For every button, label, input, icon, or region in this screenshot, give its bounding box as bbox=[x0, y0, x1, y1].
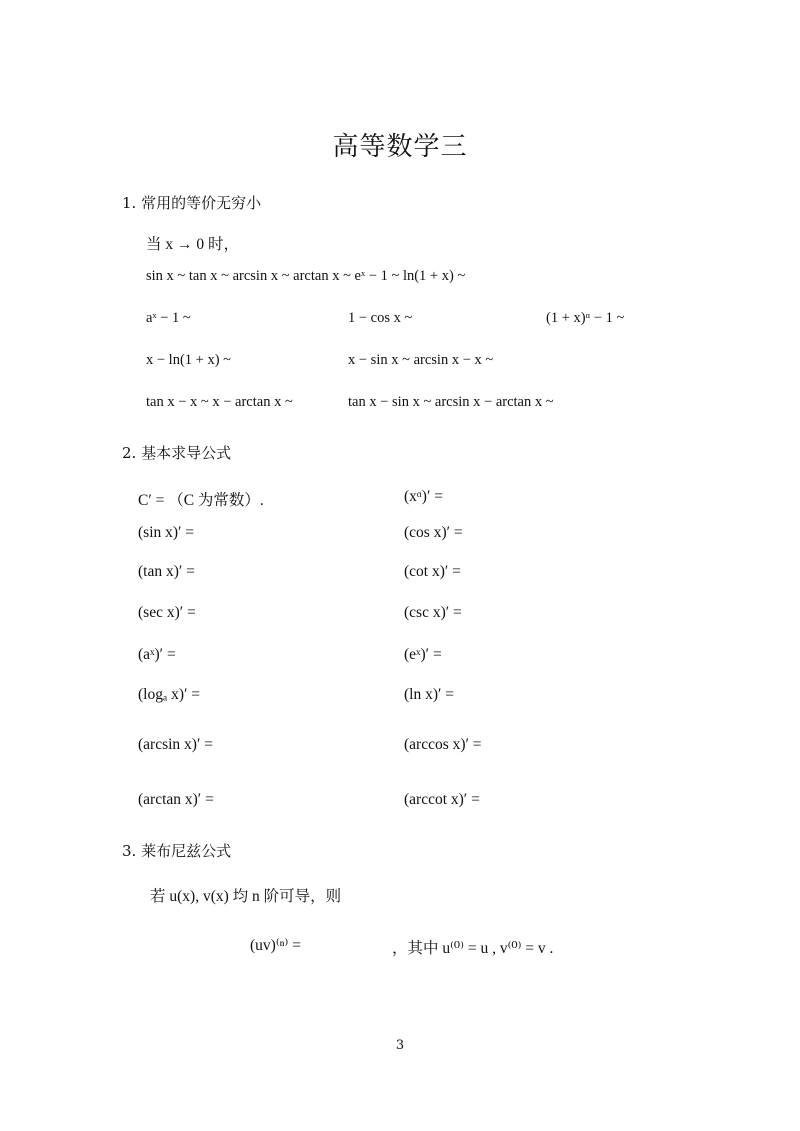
equivalence-formula: tan x − x ~ x − arctan x ~ bbox=[146, 394, 293, 410]
equivalence-formula: aˣ − 1 ~ bbox=[146, 310, 191, 326]
section2-heading: 2. 基本求导公式 bbox=[122, 444, 232, 462]
section1-chain: sin x ~ tan x ~ arcsin x ~ arctan x ~ eˣ − 1 ~ ln(1 + x) ~ bbox=[146, 268, 466, 284]
leibniz-formula-rhs: ，其中 u⁽⁰⁾ = u , v⁽⁰⁾ = v . bbox=[392, 940, 554, 957]
derivative-formula: C′ = （C 为常数）. bbox=[138, 492, 264, 509]
section1-condition: 当 x → 0 时， bbox=[146, 236, 240, 253]
derivative-formula: (arcsin x)′ = bbox=[138, 736, 213, 753]
section1-heading: 1. 常用的等价无穷小 bbox=[122, 194, 262, 212]
page-title: 高等数学三 bbox=[332, 132, 468, 162]
derivative-formula: (aˣ)′ = bbox=[138, 646, 176, 663]
page-number: 3 bbox=[395, 1038, 405, 1053]
equivalence-formula: x − ln(1 + x) ~ bbox=[146, 352, 232, 368]
derivative-formula: (ln x)′ = bbox=[404, 686, 455, 703]
derivative-formula: (cot x)′ = bbox=[404, 563, 461, 580]
equivalence-formula: tan x − sin x ~ arcsin x − arctan x ~ bbox=[348, 394, 554, 410]
derivative-formula: (sec x)′ = bbox=[138, 604, 196, 621]
equivalence-formula: 1 − cos x ~ bbox=[348, 310, 413, 326]
section3-condition: 若 u(x), v(x) 均 n 阶可导，则 bbox=[150, 888, 342, 905]
derivative-formula: (arccos x)′ = bbox=[404, 736, 482, 753]
equivalence-formula: x − sin x ~ arcsin x − x ~ bbox=[348, 352, 494, 368]
derivative-formula: (tan x)′ = bbox=[138, 563, 195, 580]
derivative-formula: (eˣ)′ = bbox=[404, 646, 442, 663]
derivative-formula: (csc x)′ = bbox=[404, 604, 462, 621]
derivative-formula: (sin x)′ = bbox=[138, 524, 195, 541]
equivalence-formula: (1 + x)ᵅ − 1 ~ bbox=[546, 310, 625, 326]
derivative-formula: (arccot x)′ = bbox=[404, 791, 480, 808]
derivative-formula: (cos x)′ = bbox=[404, 524, 463, 541]
leibniz-formula-lhs: (uv)⁽ⁿ⁾ = bbox=[250, 937, 301, 954]
derivative-formula: (xᵅ)′ = bbox=[404, 488, 443, 505]
section3-heading: 3. 莱布尼兹公式 bbox=[122, 842, 232, 860]
derivative-formula: (logₐ x)′ = bbox=[138, 686, 200, 703]
derivative-formula: (arctan x)′ = bbox=[138, 791, 214, 808]
